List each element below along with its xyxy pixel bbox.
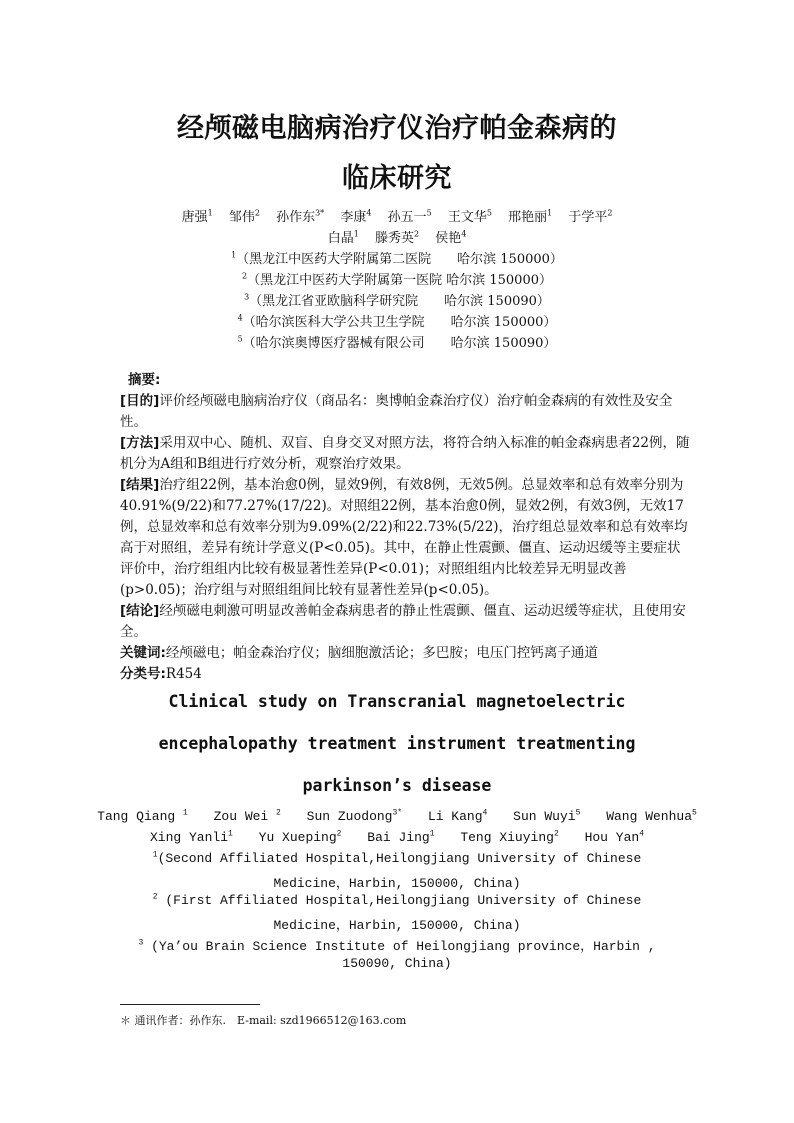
keywords: 关键词:经颅磁电；帕金森治疗仪；脑细胞激活论；多巴胺；电压门控钙离子通道 xyxy=(120,645,598,661)
affiliation-cn-4: $^4$（哈尔滨医科大学公共卫生学院 哈尔滨 150000） xyxy=(237,313,557,330)
footnote-divider xyxy=(120,1004,260,1005)
author: Li Kang$^4$ xyxy=(427,808,488,824)
paper-title-line1: 经颅磁电脑病治疗仪治疗帕金森病的 xyxy=(177,113,617,144)
author: 侯艳$^4$ xyxy=(435,229,467,246)
author: 孙作东$^{3*}$ xyxy=(276,208,325,225)
affiliation-en-1-line1: $^1$(Second Affiliated Hospital,Heilongjiang University of Chinese xyxy=(152,850,642,866)
author: Yu Xueping$^2$ xyxy=(258,829,342,845)
author: Tang Qiang $^1$ xyxy=(97,808,188,824)
abstract-objective: [目的]评价经颅磁电脑病治疗仪（商品名：奥博帕金森治疗仪）治疗帕金森病的有效性及安全性。 xyxy=(120,393,673,430)
affiliation-en-3-line1: $^3$ (Ya’ou Brain Science Institute of Heilongjiang province，Harbin , xyxy=(138,938,656,954)
author: 王文华$^5$ xyxy=(447,208,492,225)
affiliation-cn-1: $^1$（黑龙江中医药大学附属第二医院 哈尔滨 150000） xyxy=(231,250,563,267)
abstract-heading: 摘要: xyxy=(128,372,161,388)
classification: 分类号:R454 xyxy=(120,666,202,682)
author: Sun Wuyi$^5$ xyxy=(513,808,581,824)
english-title-line3: parkinson’s disease xyxy=(302,776,492,795)
author: 白晶$^1$ xyxy=(327,229,359,246)
paper-title-line2: 临床研究 xyxy=(342,163,452,194)
abstract-conclusion: [结论]经颅磁电刺激可明显改善帕金森病患者的静止性震颤、僵直、运动迟缓等症状，且使用安全。 xyxy=(120,603,686,640)
affiliation-en-2-line2: Medicine，Harbin, 150000, China) xyxy=(273,918,521,933)
author: 邹伟$^2$ xyxy=(228,208,260,225)
author: Bai Jing$^1$ xyxy=(367,829,435,845)
corresponding-author-footnote: ＊ 通讯作者：孙作东. E-mail: szd1966512@163.com xyxy=(120,1014,407,1027)
author: 于学平$^2$ xyxy=(568,208,613,225)
authors-en-row1 xyxy=(0,809,794,824)
author: Xing Yanli$^1$ xyxy=(150,829,233,845)
author: 邢艳丽$^1$ xyxy=(508,208,553,225)
author: 李康$^4$ xyxy=(340,208,372,225)
abstract-method: [方法]采用双中心、随机、双盲、自身交叉对照方法，将符合纳入标准的帕金森病患者22例，随机分为A组和B组进行疗效分析，观察治疗效果。 xyxy=(120,435,690,472)
affiliation-en-3-line2: 150090, China) xyxy=(342,956,452,971)
authors-cn-row2 xyxy=(0,227,794,246)
author: Teng Xiuying$^2$ xyxy=(460,829,559,845)
authors-cn-row1 xyxy=(0,206,794,225)
author: 滕秀英$^2$ xyxy=(374,229,420,246)
affiliation-cn-5: $^5$（哈尔滨奥博医疗器械有限公司 哈尔滨 150090） xyxy=(237,334,557,351)
english-title-line2: encephalopathy treatment instrument treatmenting xyxy=(158,734,636,753)
author: Zou Wei $^2$ xyxy=(213,808,281,824)
affiliation-en-1-line2: Medicine，Harbin, 150000, China) xyxy=(273,876,521,891)
abstract-result: [结果]治疗组22例，基本治愈0例，显效9例，有效8例，无效5例。总显效率和总有效率分别为40.91%(9/22)和77.27%(17/22)。对照组22例，基本治愈0例，显效2例，有效3例，无效17例，总显效率和总有效率分别为9.09%(2/22)和22.73%(5/22)，治疗组总显效率和总有效率均高于对照组，差异有统计学意义(P<0.05)。其中，在静止性震颤、僵直、运动迟缓等主要症状评价中，治疗组组内比较有极显著性差异(P<0.01)；对照组组内比较差异无明显改善(p>0.05)；治疗组与对照组组间比较有显著性差异(p<0.05)。 xyxy=(120,477,688,598)
affiliation-en-2-line1: $^2$ (First Affiliated Hospital,Heilongjiang University of Chinese xyxy=(152,892,642,908)
author: Sun Zuodong$^{3*}$ xyxy=(306,808,403,824)
affiliation-cn-2: $^2$（黑龙江中医药大学附属第一医院 哈尔滨 150000） xyxy=(242,271,552,288)
affiliation-cn-3: $^3$（黑龙江省亚欧脑科学研究院 哈尔滨 150090） xyxy=(244,292,550,309)
abstract xyxy=(120,370,690,685)
authors-en-row2 xyxy=(0,830,794,845)
author: Hou Yan$^4$ xyxy=(584,829,644,845)
author: 唐强$^1$ xyxy=(181,208,213,225)
english-title-line1: Clinical study on Transcranial magnetoelectric xyxy=(168,692,626,711)
author: Wang Wenhua$^5$ xyxy=(606,808,697,824)
author: 孙五一$^5$ xyxy=(387,208,432,225)
